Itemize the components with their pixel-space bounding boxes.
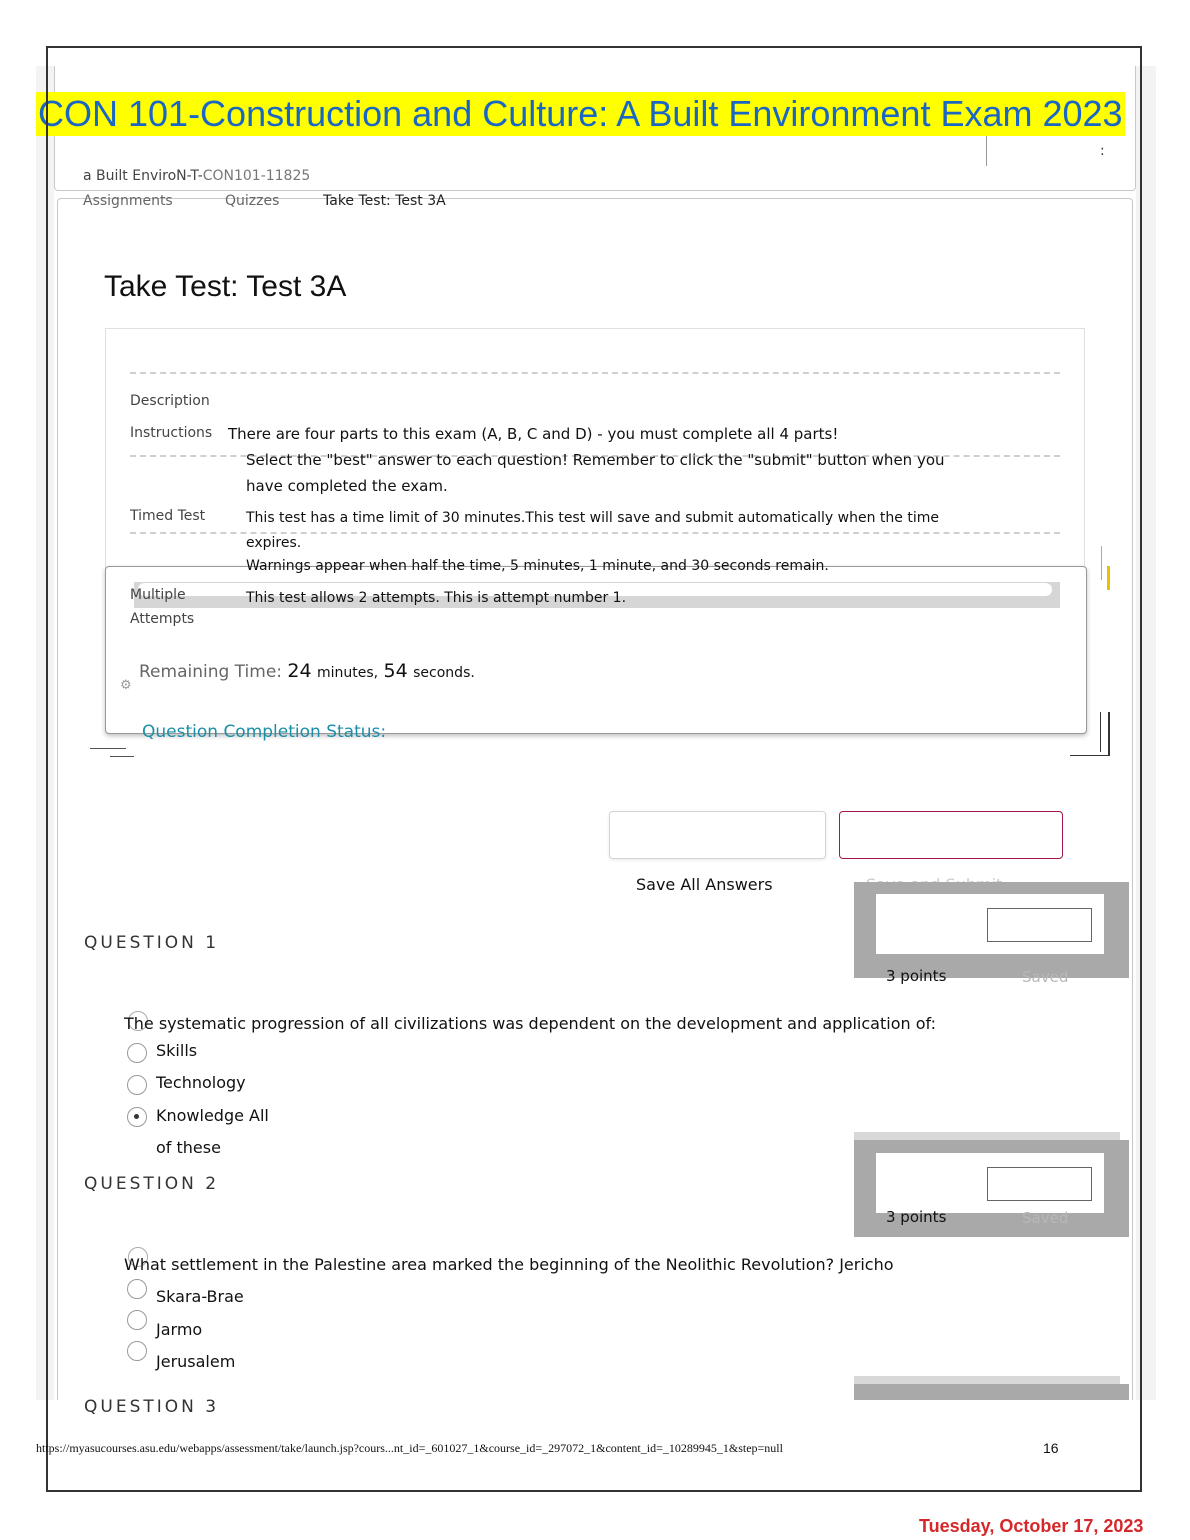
remaining-time-label: Remaining Time: <box>139 662 283 682</box>
timed-test-line-3: Warnings appear when half the time, 5 minutes, 1 minute, and 30 seconds remain. <box>246 558 829 574</box>
timed-test-line-1: This test has a time limit of 30 minutes.This test will save and submit automatically when the time <box>246 510 939 526</box>
footer-page-number: 16 <box>1043 1440 1059 1456</box>
question-heading: QUESTION 3 <box>84 1397 220 1417</box>
question-heading: QUESTION 1 <box>84 933 220 953</box>
page-title: Take Test: Test 3A <box>104 270 347 303</box>
instructions-line-2: Select the "best" answer to each question! Remember to click the "submit" button when you <box>246 451 945 469</box>
course-code-prefix: a Built EnviroN-T- <box>83 168 203 184</box>
remaining-minutes: 24 <box>287 660 312 682</box>
page-border <box>46 46 1142 1492</box>
breadcrumb-assignments[interactable]: Assignments <box>83 193 173 209</box>
option-label[interactable]: Technology <box>156 1073 246 1092</box>
saved-status: Saved <box>1022 1209 1069 1227</box>
timed-test-line-2: expires. <box>246 535 302 551</box>
footer-date: Tuesday, October 17, 2023 <box>919 1516 1144 1536</box>
breadcrumb-current: Take Test: Test 3A <box>323 193 446 209</box>
timed-test-label: Timed Test <box>130 508 206 524</box>
description-label: Description <box>130 393 210 409</box>
instructions-line-3: have completed the exam. <box>246 477 448 495</box>
question-heading: QUESTION 2 <box>84 1174 220 1194</box>
save-all-answers-label[interactable]: Save All Answers <box>636 875 773 894</box>
question-completion-status[interactable]: Question Completion Status: <box>142 722 387 742</box>
question-text: What settlement in the Palestine area marked the beginning of the Neolithic Revolution? Jericho <box>124 1255 894 1274</box>
option-label[interactable]: Jarmo <box>156 1320 203 1339</box>
multiple-attempts-label-1: Multiple <box>130 587 186 603</box>
course-code-suffix: CON101-11825 <box>202 168 311 184</box>
remaining-seconds-unit: seconds. <box>413 665 475 681</box>
option-label[interactable]: Jerusalem <box>156 1352 236 1371</box>
option-label[interactable]: Skills <box>156 1041 198 1060</box>
question-points: 3 points <box>886 967 947 985</box>
question-points: 3 points <box>886 1208 947 1226</box>
remaining-minutes-unit: minutes, <box>317 665 379 681</box>
header-colon: : <box>1100 143 1105 159</box>
option-label[interactable]: Knowledge All <box>156 1106 269 1125</box>
multiple-attempts-label-2: Attempts <box>130 611 195 627</box>
question-text: The systematic progression of all civilizations was dependent on the development and application of: <box>124 1014 936 1033</box>
document-banner-title: CON 101-Construction and Culture: A Built Environment Exam 2023 <box>38 93 1123 134</box>
instructions-label: Instructions <box>130 425 213 441</box>
timer-toggle-icon[interactable]: ⚙ <box>120 678 132 693</box>
saved-status: Saved <box>1022 968 1069 986</box>
breadcrumb-quizzes[interactable]: Quizzes <box>225 193 280 209</box>
remaining-seconds: 54 <box>383 660 408 682</box>
multiple-attempts-text: This test allows 2 attempts. This is attempt number 1. <box>246 590 627 606</box>
option-label[interactable]: Skara-Brae <box>156 1287 244 1306</box>
footer-url: https://myasucourses.asu.edu/webapps/assessment/take/launch.jsp?cours...nt_id=_601027_1&course_id=_297072_1&content_id=_10289945_1&step=null <box>36 1441 783 1455</box>
option-label-continued: of these <box>156 1138 221 1157</box>
instructions-line-1: There are four parts to this exam (A, B, C and D) - you must complete all 4 parts! <box>228 425 839 443</box>
